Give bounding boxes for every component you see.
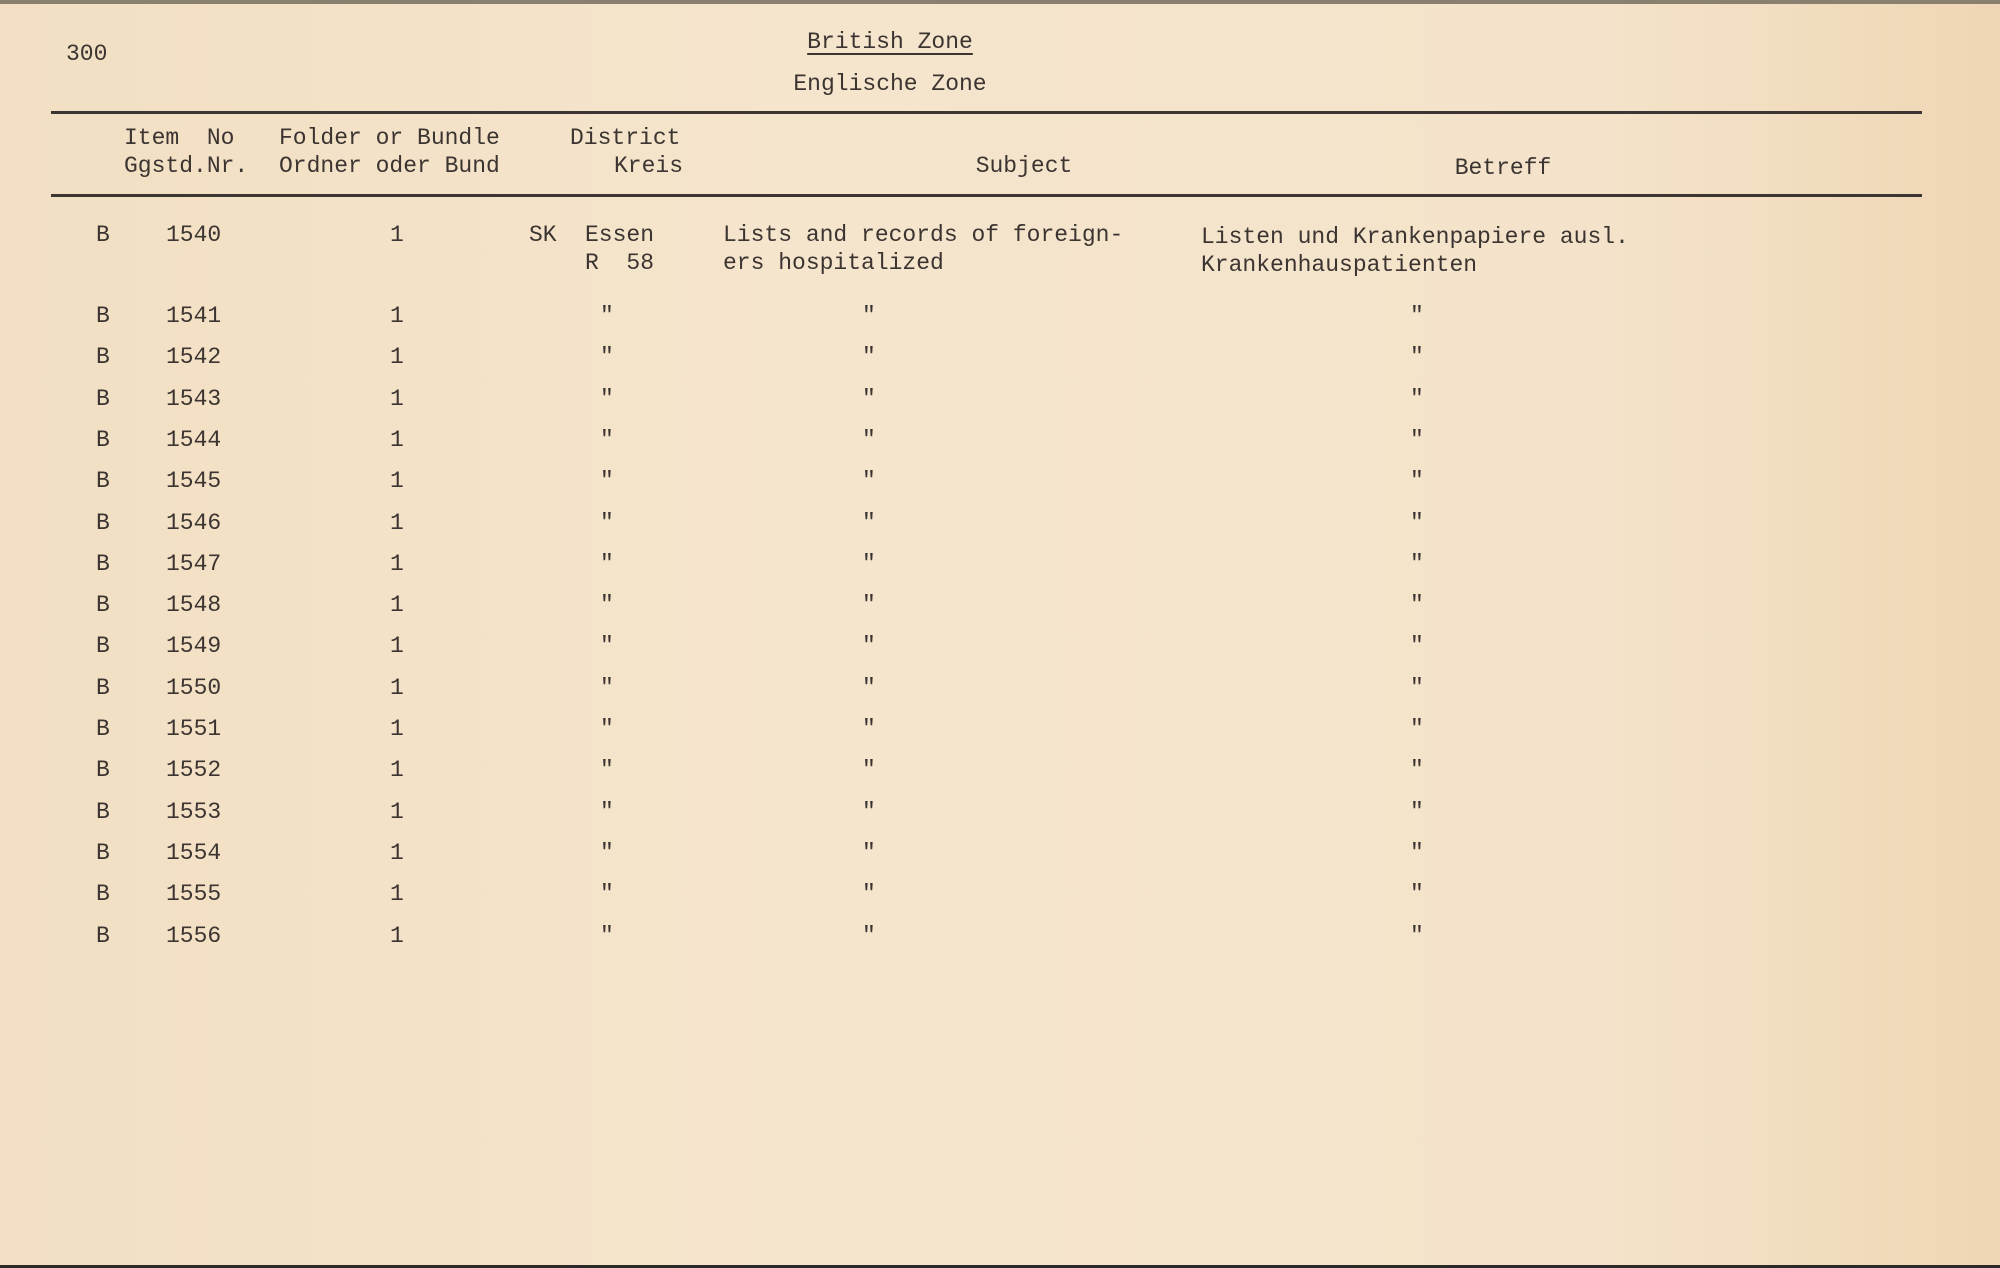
header-folder-en: Folder or Bundle	[279, 125, 500, 151]
row-folder: 1	[390, 426, 404, 453]
row-district-ditto: "	[600, 303, 614, 329]
row-district-ditto: "	[600, 344, 614, 371]
row-district-ditto: "	[600, 633, 614, 660]
row-prefix: B	[96, 633, 110, 660]
row-betreff-ditto: "	[1410, 468, 1424, 495]
row-betreff-ditto: "	[1410, 922, 1424, 949]
row-prefix: B	[96, 550, 110, 577]
row-item-number: 1543	[166, 385, 222, 412]
row-betreff-ditto: "	[1410, 303, 1424, 329]
row-subject-ditto: "	[862, 881, 876, 908]
row-district-ditto: "	[600, 881, 614, 908]
row-folder: 1	[390, 509, 404, 536]
row-prefix: B	[96, 716, 110, 742]
row-betreff-ditto: "	[1410, 674, 1424, 701]
row-district-ditto: "	[600, 592, 614, 619]
row-item-number: 1556	[166, 922, 222, 949]
row-item-number: 1544	[166, 426, 222, 453]
row-folder: 1	[390, 222, 404, 248]
row-item-number: 1553	[166, 798, 222, 825]
row-item-number: 1541	[166, 303, 222, 329]
row-betreff-ditto: "	[1410, 716, 1424, 742]
row-betreff-ditto: "	[1410, 344, 1424, 371]
row-district-ditto: "	[600, 674, 614, 701]
row-item-number: 1554	[166, 839, 222, 866]
row-item-number: 1548	[166, 592, 222, 619]
row-subject-ditto: "	[862, 303, 876, 329]
header-item-de: Ggstd.Nr.	[124, 153, 249, 179]
row-district-type: SK	[529, 222, 557, 248]
row-prefix: B	[96, 881, 110, 908]
row-prefix: B	[96, 922, 110, 949]
row-subject-ditto: "	[862, 550, 876, 577]
row-item-number: 1547	[166, 550, 222, 577]
row-subject-ditto: "	[862, 798, 876, 825]
row-item-number: 1546	[166, 509, 222, 536]
row-folder: 1	[390, 633, 404, 660]
row-folder: 1	[390, 468, 404, 495]
row-subject-ditto: "	[862, 716, 876, 742]
row-prefix: B	[96, 344, 110, 371]
row-prefix: B	[96, 839, 110, 866]
row-folder: 1	[390, 592, 404, 619]
row-subject-cont: ers hospitalized	[723, 250, 944, 276]
header-bottom-rule	[51, 194, 1922, 197]
header-top-rule	[51, 111, 1922, 114]
row-subject-ditto: "	[862, 509, 876, 536]
row-district-code: R 58	[585, 250, 655, 276]
row-folder: 1	[390, 839, 404, 866]
row-folder: 1	[390, 385, 404, 412]
page-subtitle: Englische Zone	[793, 71, 987, 97]
row-subject-ditto: "	[862, 633, 876, 660]
row-folder: 1	[390, 674, 404, 701]
row-subject-ditto: "	[862, 592, 876, 619]
row-subject-ditto: "	[862, 674, 876, 701]
row-betreff-ditto: "	[1410, 385, 1424, 412]
row-district-ditto: "	[600, 550, 614, 577]
page-title: British Zone	[807, 29, 973, 55]
row-subject: Lists and records of foreign-	[723, 222, 1124, 248]
row-district-ditto: "	[600, 468, 614, 495]
row-folder: 1	[390, 716, 404, 742]
row-folder: 1	[390, 922, 404, 949]
page-top-edge	[0, 0, 2000, 4]
row-subject-ditto: "	[862, 922, 876, 949]
row-subject-ditto: "	[862, 426, 876, 453]
row-item-number: 1550	[166, 674, 222, 701]
header-folder-de: Ordner oder Bund	[279, 153, 500, 179]
row-prefix: B	[96, 757, 110, 784]
row-folder: 1	[390, 303, 404, 329]
header-betreff: Betreff	[1454, 155, 1552, 181]
row-prefix: B	[96, 426, 110, 453]
row-item-number: 1542	[166, 344, 222, 371]
row-folder: 1	[390, 550, 404, 577]
row-prefix: B	[96, 303, 110, 329]
row-prefix: B	[96, 592, 110, 619]
row-betreff-ditto: "	[1410, 798, 1424, 825]
row-prefix: B	[96, 798, 110, 825]
row-subject-ditto: "	[862, 839, 876, 866]
row-subject-ditto: "	[862, 757, 876, 784]
row-betreff-ditto: "	[1410, 592, 1424, 619]
row-item-number: 1555	[166, 881, 222, 908]
row-betreff: Listen und Krankenpapiere ausl.	[1201, 224, 1629, 250]
row-prefix: B	[96, 509, 110, 536]
row-district-ditto: "	[600, 509, 614, 536]
row-folder: 1	[390, 798, 404, 825]
row-subject-ditto: "	[862, 385, 876, 412]
row-betreff-ditto: "	[1410, 426, 1424, 453]
row-prefix: B	[96, 674, 110, 701]
header-item-en: Item No	[124, 125, 235, 151]
row-prefix: B	[96, 468, 110, 495]
row-district-ditto: "	[600, 385, 614, 412]
row-folder: 1	[390, 757, 404, 784]
row-district-ditto: "	[600, 839, 614, 866]
row-betreff-ditto: "	[1410, 633, 1424, 660]
row-district-ditto: "	[600, 798, 614, 825]
row-item-number: 1552	[166, 757, 222, 784]
header-district-de: Kreis	[613, 153, 683, 179]
row-prefix: B	[96, 385, 110, 412]
row-prefix: B	[96, 222, 110, 248]
row-item-number: 1551	[166, 716, 222, 742]
row-subject-ditto: "	[862, 344, 876, 371]
row-item-number: 1549	[166, 633, 222, 660]
row-subject-ditto: "	[862, 468, 876, 495]
header-subject: Subject	[975, 153, 1073, 179]
row-folder: 1	[390, 344, 404, 371]
page-number: 300	[66, 41, 108, 67]
row-district-ditto: "	[600, 922, 614, 949]
row-district-ditto: "	[600, 426, 614, 453]
row-item-number: 1545	[166, 468, 222, 495]
row-betreff-ditto: "	[1410, 509, 1424, 536]
row-item-number: 1540	[166, 222, 222, 248]
row-betreff-ditto: "	[1410, 757, 1424, 784]
row-district: Essen	[585, 222, 655, 248]
row-folder: 1	[390, 881, 404, 908]
row-district-ditto: "	[600, 716, 614, 742]
row-betreff-ditto: "	[1410, 550, 1424, 577]
row-betreff-ditto: "	[1410, 839, 1424, 866]
row-betreff-cont: Krankenhauspatienten	[1201, 252, 1478, 278]
header-district-en: District	[570, 125, 681, 151]
row-district-ditto: "	[600, 757, 614, 784]
row-betreff-ditto: "	[1410, 881, 1424, 908]
